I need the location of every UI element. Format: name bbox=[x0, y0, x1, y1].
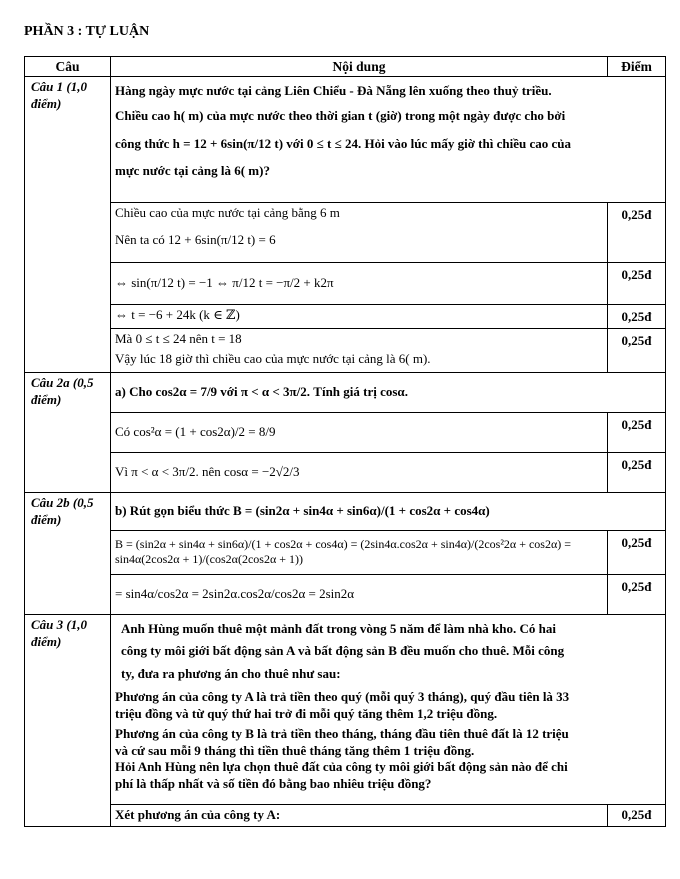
step-line: Mà 0 ≤ t ≤ 24 nên t = 18 bbox=[115, 330, 242, 346]
header-question: Câu bbox=[25, 57, 111, 77]
table-row bbox=[25, 574, 666, 614]
step-line: Nên ta có 12 + 6sin(π/12 t) = 6 bbox=[115, 231, 276, 247]
table-row bbox=[25, 328, 666, 372]
q1-prompt-line: Chiều cao h( m) của mực nước theo thời gian t (giờ) trong một ngày được cho bởi bbox=[115, 107, 566, 123]
q2a-prompt: a) Cho cos2α = 7/9 với π < α < 3π/2. Tính giá trị cosα. bbox=[111, 372, 666, 412]
q3-prompt bbox=[111, 614, 666, 804]
q3-plan-b-line: và cứ sau mỗi 9 tháng thì tiền thuê tháng tăng thêm 1 triệu đồng. bbox=[115, 742, 475, 758]
q1-prompt-line: mực nước tại cảng là 6( m)? bbox=[115, 163, 270, 179]
q2b-prompt: b) Rút gọn biểu thức B = (sin2α + sin4α + sin6α)/(1 + cos2α + cos4α) bbox=[111, 492, 666, 530]
table-row bbox=[25, 203, 666, 263]
q3-plan-b bbox=[115, 726, 661, 793]
q3-intro bbox=[115, 618, 661, 685]
q3-plan-b-line: Phương án của công ty B là trả tiền theo tháng, tháng đầu tiên thuê đất là 12 triệu bbox=[115, 726, 569, 742]
q2a-step-2: Vì π < α < 3π/2. nên cosα = −2√2/3 bbox=[111, 452, 608, 492]
q3-label: Câu 3 (1,0 điểm) bbox=[25, 614, 111, 826]
score: 0,25đ bbox=[608, 452, 666, 492]
step-line: ⇔ t = −6 + 24k (k ∈ ℤ) bbox=[115, 307, 240, 323]
table-header bbox=[25, 57, 666, 77]
q3-plan-a-line: triệu đồng và từ quý thứ hai trở đi mỗi quý tăng thêm 1,2 triệu đồng. bbox=[115, 705, 498, 721]
q3-plan-b-line: Hỏi Anh Hùng nên lựa chọn thuê đất của công ty môi giới bất động sản nào để chi bbox=[115, 759, 568, 775]
q1-step-3 bbox=[111, 305, 608, 329]
table-row bbox=[25, 412, 666, 452]
step-line: Chiều cao của mực nước tại cảng bằng 6 m bbox=[115, 205, 340, 221]
score: 0,25đ bbox=[608, 203, 666, 263]
table-row bbox=[25, 77, 666, 203]
q1-step-1 bbox=[111, 203, 608, 263]
q3-step-1: Xét phương án của công ty A: bbox=[111, 804, 608, 826]
table-row bbox=[25, 305, 666, 329]
score: 0,25đ bbox=[608, 530, 666, 574]
q3-plan-a bbox=[115, 689, 661, 722]
step-line: ⇔ sin(π/12 t) = −1 ⇔ π/12 t = −π/2 + k2π bbox=[115, 275, 334, 291]
score: 0,25đ bbox=[608, 305, 666, 329]
score: 0,25đ bbox=[608, 328, 666, 372]
q3-prompt-line: công ty môi giới bất động sản A và bất động sản B đều muốn cho thuê. Mỗi công bbox=[121, 643, 565, 659]
q2b-step-1: B = (sin2α + sin4α + sin6α)/(1 + cos2α + cos4α) = (2sin4α.cos2α + sin4α)/(2cos²2α + cos2α) = sin4α(2cos2α + 1)/(cos2α(2cos2α + 1)) bbox=[111, 530, 608, 574]
score: 0,25đ bbox=[608, 574, 666, 614]
q1-label: Câu 1 (1,0 điểm) bbox=[25, 77, 111, 373]
score: 0,25đ bbox=[608, 412, 666, 452]
q1-prompt-line: công thức h = 12 + 6sin(π/12 t) với 0 ≤ t ≤ 24. Hỏi vào lúc mấy giờ thì chiều cao của bbox=[115, 135, 571, 151]
q3-plan-a-line: Phương án của công ty A là trả tiền theo quý (mỗi quý 3 tháng), quý đầu tiên là 33 bbox=[115, 688, 570, 704]
table-row bbox=[25, 804, 666, 826]
q2a-label: Câu 2a (0,5 điểm) bbox=[25, 372, 111, 492]
step-line: Vậy lúc 18 giờ thì chiều cao của mực nước tại cảng là 6( m). bbox=[115, 350, 431, 366]
table-row bbox=[25, 263, 666, 305]
table-row bbox=[25, 372, 666, 412]
q1-prompt bbox=[111, 77, 666, 203]
q1-step-4 bbox=[111, 328, 608, 372]
table-row bbox=[25, 492, 666, 530]
q3-plan-b-line: phí là thấp nhất và số tiền đó bằng bao nhiêu triệu đồng? bbox=[115, 776, 432, 792]
q1-step-2 bbox=[111, 263, 608, 305]
q3-prompt-line: ty, đưa ra phương án cho thuê như sau: bbox=[121, 665, 341, 681]
q1-prompt-line: Hàng ngày mực nước tại cảng Liên Chiểu - Đà Nẵng lên xuống theo thuỷ triều. bbox=[115, 83, 552, 99]
score: 0,25đ bbox=[608, 263, 666, 305]
q2b-label: Câu 2b (0,5 điểm) bbox=[25, 492, 111, 614]
header-content: Nội dung bbox=[111, 57, 608, 77]
q3-prompt-line: Anh Hùng muốn thuê một mảnh đất trong vòng 5 năm để làm nhà kho. Có hai bbox=[121, 620, 556, 636]
table-row bbox=[25, 614, 666, 804]
table-row bbox=[25, 452, 666, 492]
section-title: PHẦN 3 : TỰ LUẬN bbox=[24, 24, 150, 39]
q2a-step-1: Có cos²α = (1 + cos2α)/2 = 8/9 bbox=[111, 412, 608, 452]
table-row bbox=[25, 530, 666, 574]
header-score: Điểm bbox=[608, 57, 666, 77]
q2b-step-2: = sin4α/cos2α = 2sin2α.cos2α/cos2α = 2sin2α bbox=[111, 574, 608, 614]
score: 0,25đ bbox=[608, 804, 666, 826]
answer-table bbox=[24, 56, 666, 827]
